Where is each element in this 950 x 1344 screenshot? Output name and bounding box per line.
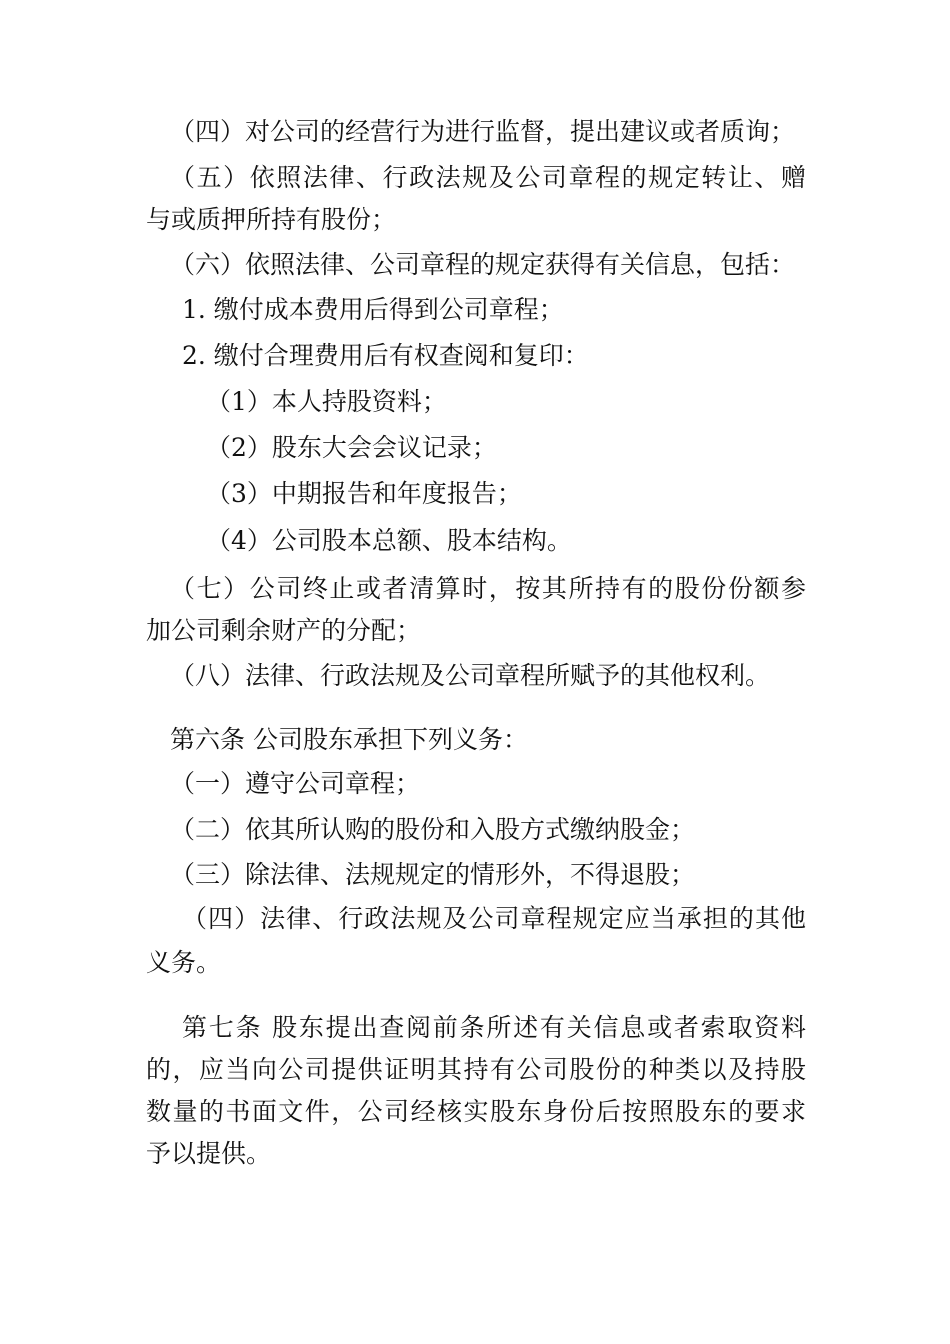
text-line: 加公司剩余财产的分配； <box>146 616 422 645</box>
text-line: （4）公司股本总额、股本结构。 <box>206 526 572 555</box>
article-heading-line: 第七条 股东提出查阅前条所述有关信息或者索取资料 <box>182 1013 806 1042</box>
text-line: 予以提供。 <box>146 1139 272 1168</box>
text-line: （一）遵守公司章程； <box>170 769 421 798</box>
text-line: 数量的书面文件，公司经核实股东身份后按照股东的要求 <box>146 1097 806 1126</box>
text-line: 1. 缴付成本费用后得到公司章程； <box>182 295 564 324</box>
text-line: （七）公司终止或者清算时，按其所持有的股份份额参 <box>170 574 806 603</box>
text-line: 2. 缴付合理费用后有权查阅和复印： <box>182 341 589 370</box>
text-line: （六）依照法律、公司章程的规定获得有关信息，包括： <box>170 250 796 279</box>
text-line: （3）中期报告和年度报告； <box>206 479 522 508</box>
text-line: （1）本人持股资料； <box>206 387 447 416</box>
text-line: 的，应当向公司提供证明其持有公司股份的种类以及持股 <box>146 1055 806 1084</box>
text-line: （三）除法律、法规规定的情形外，不得退股； <box>170 860 696 889</box>
text-line: 义务。 <box>146 948 222 977</box>
text-line: （四）对公司的经营行为进行监督，提出建议或者质询； <box>170 117 796 146</box>
text-line: 与或质押所持有股份； <box>146 205 397 234</box>
text-line: （四）法律、行政法规及公司章程规定应当承担的其他 <box>182 904 806 933</box>
article-heading-line: 第六条 公司股东承担下列义务： <box>170 725 528 754</box>
text-line: （八）法律、行政法规及公司章程所赋予的其他权利。 <box>170 661 771 690</box>
text-line: （2）股东大会会议记录； <box>206 433 497 462</box>
text-line: （二）依其所认购的股份和入股方式缴纳股金； <box>170 815 696 844</box>
text-line: （五）依照法律、行政法规及公司章程的规定转让、赠 <box>170 163 806 192</box>
